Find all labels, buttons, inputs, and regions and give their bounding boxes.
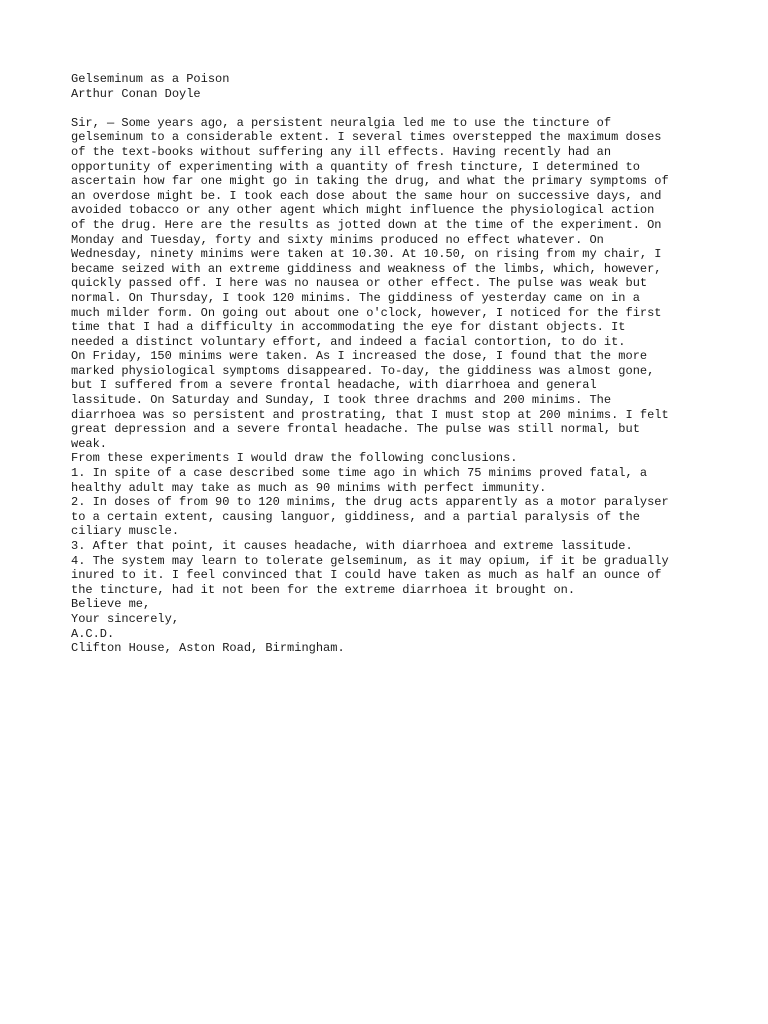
body-line: of the drug. Here are the results as jotted down at the time of the experiment. On	[71, 217, 662, 232]
document-body	[71, 116, 711, 656]
body-line: From these experiments I would draw the following conclusions.	[71, 451, 518, 466]
body-line: diarrhoea was so persistent and prostrating, that I must stop at 200 minims. I felt	[71, 407, 669, 422]
body-line: avoided tobacco or any other agent which might influence the physiological action	[71, 203, 655, 218]
body-line: but I suffered from a severe frontal headache, with diarrhoea and general	[71, 378, 597, 393]
body-line: gelseminum to a considerable extent. I several times overstepped the maximum doses	[71, 130, 662, 145]
body-line: to a certain extent, causing languor, giddiness, and a partial paralysis of the	[71, 509, 640, 524]
document-author: Arthur Conan Doyle	[71, 86, 201, 101]
body-line: normal. On Thursday, I took 120 minims. The giddiness of yesterday came on in a	[71, 290, 640, 305]
body-line: lassitude. On Saturday and Sunday, I took three drachms and 200 minims. The	[71, 393, 612, 408]
body-line: On Friday, 150 minims were taken. As I increased the dose, I found that the more	[71, 349, 648, 364]
body-line: A.C.D.	[71, 626, 115, 641]
body-line: Sir, — Some years ago, a persistent neuralgia led me to use the tincture of	[71, 115, 612, 130]
body-line: Clifton House, Aston Road, Birmingham.	[71, 641, 345, 656]
body-line: 2. In doses of from 90 to 120 minims, the drug acts apparently as a motor paralyser	[71, 495, 669, 510]
document-title: Gelseminum as a Poison	[71, 72, 230, 86]
body-line: an overdose might be. I took each dose about the same hour on successive days, and	[71, 188, 662, 203]
body-line: the tincture, had it not been for the extreme diarrhoea it brought on.	[71, 582, 576, 597]
body-line: 4. The system may learn to tolerate gelseminum, as it may opium, if it be gradually	[71, 553, 669, 568]
blank-spacer	[71, 101, 711, 116]
body-line: opportunity of experimenting with a quantity of fresh tincture, I determined to	[71, 159, 640, 174]
body-line: of the text-books without suffering any ill effects. Having recently had an	[71, 144, 612, 159]
body-line: Monday and Tuesday, forty and sixty minims produced no effect whatever. On	[71, 232, 604, 247]
body-line: healthy adult may take as much as 90 minims with perfect immunity.	[71, 480, 547, 495]
body-line: Your sincerely,	[71, 611, 180, 626]
body-line: ciliary muscle.	[71, 524, 180, 539]
body-line: 1. In spite of a case described some time ago in which 75 minims proved fatal, a	[71, 466, 648, 481]
body-line: became seized with an extreme giddiness and weakness of the limbs, which, however,	[71, 261, 662, 276]
body-line: quickly passed off. I here was no nausea or other effect. The pulse was weak but	[71, 276, 648, 291]
body-line: time that I had a difficulty in accommodating the eye for distant objects. It	[71, 320, 626, 335]
body-line: great depression and a severe frontal headache. The pulse was still normal, but	[71, 422, 640, 437]
body-line: weak.	[71, 436, 108, 451]
body-line: marked physiological symptoms disappeared. To-day, the giddiness was almost gone,	[71, 363, 655, 378]
body-line: ascertain how far one might go in taking the drug, and what the primary symptoms of	[71, 174, 669, 189]
body-line: needed a distinct voluntary effort, and indeed a facial contortion, to do it.	[71, 334, 626, 349]
body-line: much milder form. On going out about one o'clock, however, I noticed for the first	[71, 305, 662, 320]
body-line: Wednesday, ninety minims were taken at 10.30. At 10.50, on rising from my chair, I	[71, 247, 662, 262]
body-line: 3. After that point, it causes headache, with diarrhoea and extreme lassitude.	[71, 539, 633, 553]
body-line: inured to it. I feel convinced that I could have taken as much as half an ounce of	[71, 568, 662, 583]
body-line: Believe me,	[71, 597, 151, 612]
document-page	[71, 72, 711, 656]
